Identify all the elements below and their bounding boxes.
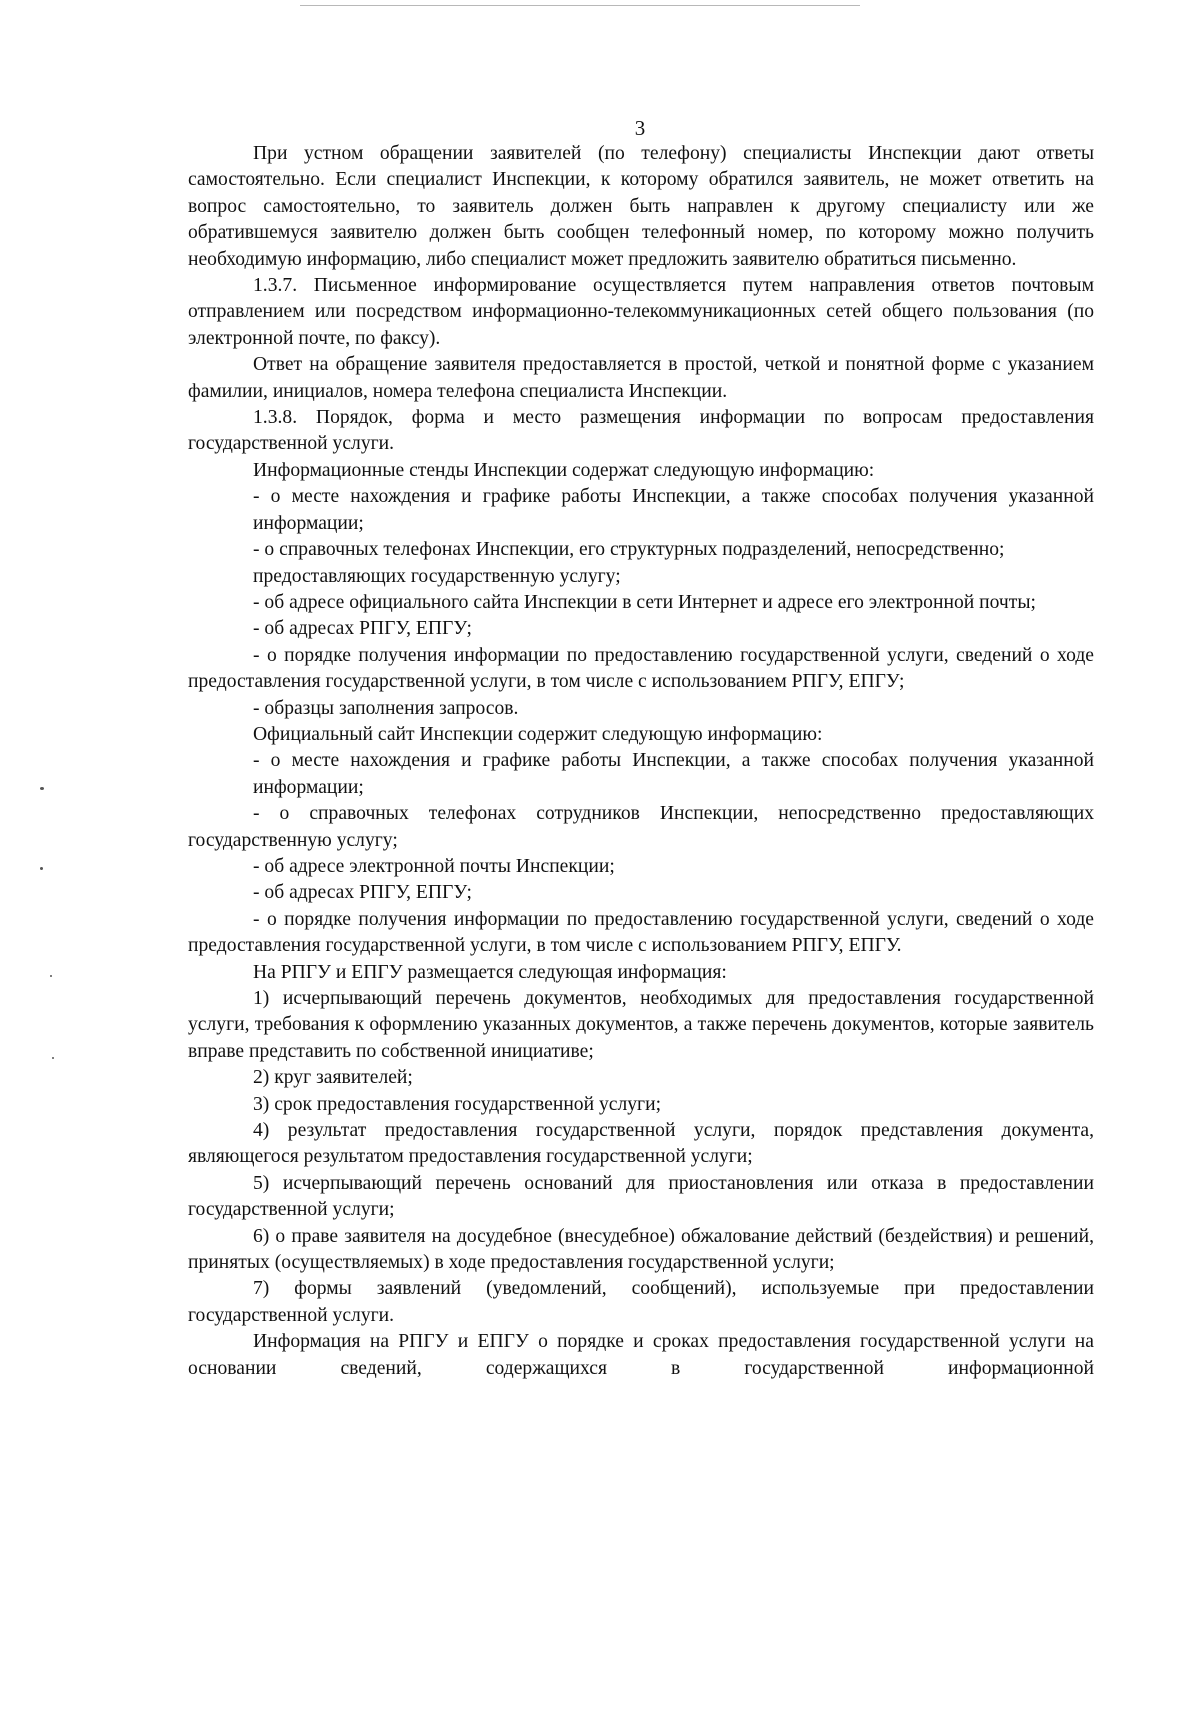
numbered-item: 3) срок предоставления государственной услуги; (253, 1093, 662, 1115)
list-item: - о справочных телефонах сотрудников Инспекции, непосредственно предоставляющих государственную услугу; (188, 803, 1094, 851)
paragraph: 1.3.7. Письменное информирование осуществляется путем направления ответов почтовым отправлением или посредством информационно-телекоммуникационных сетей общего пользования (по электронной почте, по факсу). (188, 275, 1094, 349)
list-item: - о месте нахождения и графике работы Инспекции, а также способах получения указанной информации; (253, 486, 1094, 534)
numbered-item: 2) круг заявителей; (253, 1067, 413, 1089)
scan-speck (40, 867, 43, 870)
paragraph: На РПГУ и ЕПГУ размещается следующая информация: (253, 961, 727, 983)
paragraph: предоставляющих государственную услугу; (253, 565, 621, 587)
scan-edge-line (300, 5, 860, 6)
paragraph: Официальный сайт Инспекции содержит следующую информацию: (253, 723, 823, 745)
scan-speck (50, 975, 52, 977)
paragraph: Ответ на обращение заявителя предоставляется в простой, четкой и понятной форме с указанием фамилии, инициалов, номера телефона специалиста Инспекции. (188, 354, 1094, 402)
list-item: - об адресах РПГУ, ЕПГУ; (253, 882, 472, 904)
list-item: - об адресах РПГУ, ЕПГУ; (253, 618, 472, 640)
list-item: - об адресе официального сайта Инспекции в сети Интернет и адресе его электронной почты; (253, 591, 1036, 613)
list-item: - образцы заполнения запросов. (253, 697, 519, 719)
numbered-item: 1) исчерпывающий перечень документов, необходимых для предоставления государственной услуги, требования к оформлению указанных документов, а также перечень документов, которые заявитель вправе представить по собственной инициативе; (188, 988, 1094, 1062)
numbered-item: 5) исчерпывающий перечень оснований для приостановления или отказа в предоставлении государственной услуги; (188, 1172, 1094, 1221)
numbered-item: 6) о праве заявителя на досудебное (внесудебное) обжалование действий (бездействия) и решений, принятых (осуществляемых) в ходе предоставления государственной услуги; (188, 1225, 1094, 1274)
paragraph: Информация на РПГУ и ЕПГУ о порядке и сроках предоставления государственной услуги на основании сведений, содержащихся в государственной информационной (188, 1331, 1094, 1379)
numbered-item: 4) результат предоставления государственной услуги, порядок представления документа, являющегося результатом предоставления государственной услуги; (188, 1120, 1094, 1168)
page-number: 3 (634, 116, 646, 140)
list-item: - о порядке получения информации по предоставлению государственной услуги, сведений о ходе предоставления государственной услуги, в том числе с использованием РПГУ, ЕПГУ. (188, 908, 1094, 957)
paragraph: 1.3.8. Порядок, форма и место размещения информации по вопросам предоставления государственной услуги. (188, 407, 1094, 455)
numbered-item: 7) формы заявлений (уведомлений, сообщений), используемые при предоставлении государственной услуги. (188, 1278, 1094, 1326)
paragraph: Информационные стенды Инспекции содержат следующую информацию: (253, 459, 875, 481)
scan-speck (40, 787, 44, 790)
list-item: - об адресе электронной почты Инспекции; (253, 855, 615, 877)
document-body (188, 141, 1094, 1382)
list-item: - о месте нахождения и графике работы Инспекции, а также способах получения указанной информации; (253, 750, 1094, 798)
paragraph: При устном обращении заявителей (по телефону) специалисты Инспекции дают ответы самостоятельно. Если специалист Инспекции, к которому обратился заявитель, не может ответить на вопрос самостоятельно, то заявитель должен быть направлен к другому специалисту или же обратившемуся заявителю должен быть сообщен телефонный номер, по которому можно получить необходимую информацию, либо специалист может предложить заявителю обратиться письменно. (188, 143, 1094, 270)
scan-speck (52, 1057, 54, 1059)
list-item: - о справочных телефонах Инспекции, его структурных подразделений, непосредственно; (253, 539, 1005, 561)
list-item: - о порядке получения информации по предоставлению государственной услуги, сведений о ходе предоставления государственной услуги, в том числе с использованием РПГУ, ЕПГУ; (188, 644, 1094, 693)
